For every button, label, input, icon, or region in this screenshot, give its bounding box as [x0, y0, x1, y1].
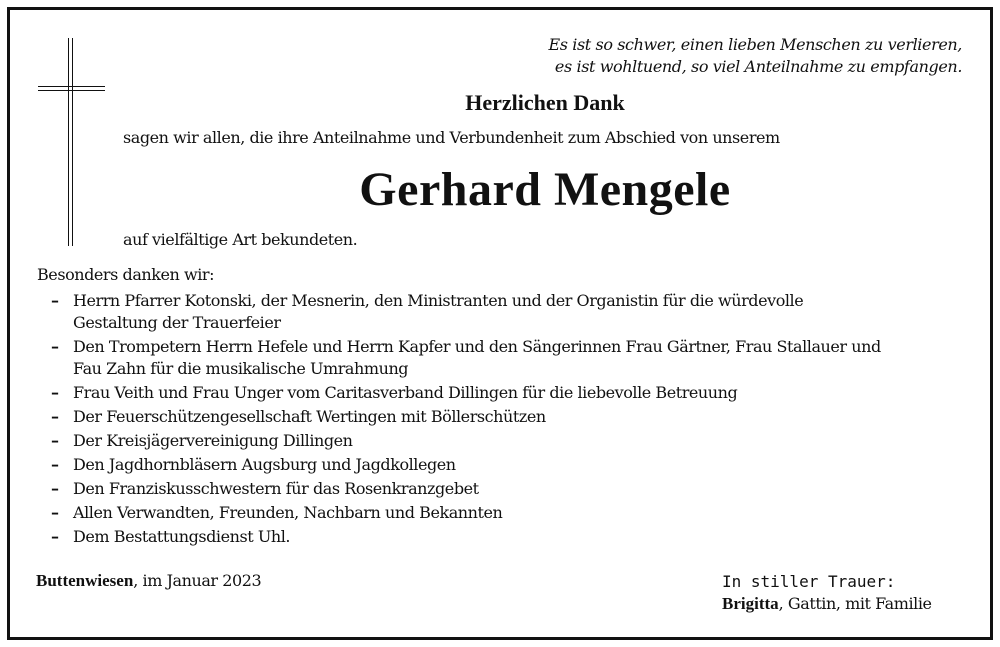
thanks-list — [37, 290, 967, 550]
mourner-relation: , Gattin, mit Familie — [778, 594, 932, 613]
list-item: – Den Franziskusschwestern für das Rosenkranzgebet — [51, 479, 479, 498]
intro-text: sagen wir allen, die ihre Anteilnahme und Verbundenheit zum Abschied von unserem — [123, 128, 780, 147]
dash-icon: – — [51, 407, 59, 426]
cross-horizontal-line — [38, 86, 105, 87]
quote-line-2: es ist wohltuend, so viel Anteilnahme zu empfangen. — [554, 57, 962, 76]
dash-icon: – — [51, 503, 59, 522]
dash-icon: – — [51, 455, 59, 474]
quote-line-1: Es ist so schwer, einen lieben Menschen zu verlieren, — [548, 35, 962, 54]
list-item: – Den Trompetern Herrn Hefele und Herrn Kapfer und den Sängerinnen Frau Gärtner, Frau Stallauer und Fau Zahn für die musikalische Umrahmung — [51, 337, 881, 378]
list-item: – Allen Verwandten, Freunden, Nachbarn und Bekannten — [51, 503, 503, 522]
thanks-intro: Besonders danken wir: — [37, 265, 215, 284]
place-date — [36, 571, 261, 591]
list-item: – Herrn Pfarrer Kotonski, der Mesnerin, den Ministranten und der Organistin für die würdevolle Gestaltung der Trauerfeier — [51, 291, 804, 332]
list-item: – Den Jagdhornbläsern Augsburg und Jagdkollegen — [51, 455, 456, 474]
heading: Herzlichen Dank — [465, 90, 625, 115]
dash-icon: – — [51, 479, 59, 498]
deceased-name: Gerhard Mengele — [359, 163, 731, 216]
outro-text: auf vielfältige Art bekundeten. — [123, 230, 358, 249]
dash-icon: – — [51, 431, 59, 450]
list-item: – Frau Veith und Frau Unger vom Caritasverband Dillingen für die liebevolle Betreuung — [51, 383, 738, 402]
mourning-heading: In stiller Trauer: — [722, 572, 896, 591]
list-item: – Dem Bestattungsdienst Uhl. — [51, 527, 291, 546]
dash-icon: – — [51, 291, 59, 310]
place-name: Buttenwiesen — [36, 571, 134, 590]
obituary-frame — [7, 7, 993, 640]
mourner-signature — [722, 594, 932, 614]
list-item: – Der Feuerschützengesellschaft Wertingen mit Böllerschützen — [51, 407, 546, 426]
mourner-name: Brigitta — [722, 594, 779, 613]
quote — [549, 34, 963, 78]
dash-icon: – — [51, 337, 59, 356]
dash-icon: – — [51, 527, 59, 546]
dash-icon: – — [51, 383, 59, 402]
date-text: , im Januar 2023 — [133, 571, 262, 590]
list-item: – Der Kreisjägervereinigung Dillingen — [51, 431, 353, 450]
